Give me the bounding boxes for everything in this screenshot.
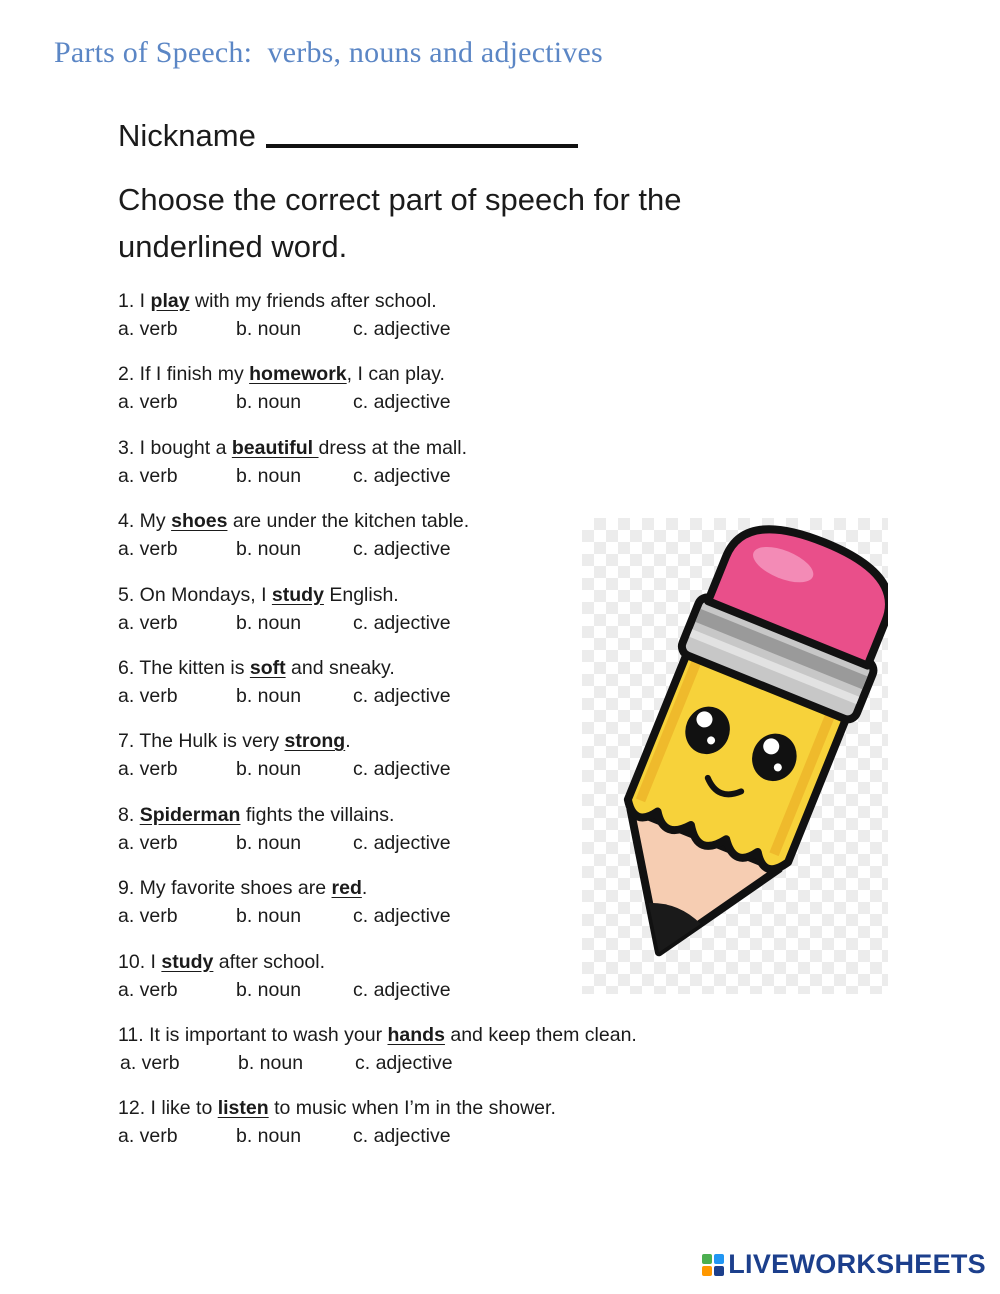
answer-choices xyxy=(118,387,738,417)
answer-choices xyxy=(118,314,738,344)
choice-verb[interactable]: a. verb xyxy=(118,1125,178,1148)
question-prefix: 11. It is important to wash your xyxy=(118,1023,388,1046)
choice-verb[interactable]: a. verb xyxy=(118,611,178,634)
nickname-row xyxy=(118,118,578,154)
underlined-word: homework xyxy=(249,363,347,386)
choice-noun[interactable]: b. noun xyxy=(238,1051,304,1074)
choice-verb[interactable]: a. verb xyxy=(118,758,178,781)
pencil-character-icon xyxy=(582,518,888,994)
question-prefix: 12. I like to xyxy=(118,1097,218,1120)
choice-noun[interactable]: b. noun xyxy=(236,318,302,340)
underlined-word: soft xyxy=(249,656,286,679)
question-prefix: 9. My favorite shoes are xyxy=(118,877,332,900)
underlined-word: listen xyxy=(217,1097,269,1120)
choice-noun[interactable]: b. noun xyxy=(236,391,302,414)
choice-adjective[interactable]: c. adjective xyxy=(353,391,451,414)
question-suffix: fights the villains. xyxy=(240,803,395,826)
choice-adjective[interactable]: c. adjective xyxy=(353,978,451,1001)
underlined-word: play xyxy=(150,290,190,312)
page-title: Parts of Speech: verbs, nouns and adjectives xyxy=(54,36,603,69)
choice-verb[interactable]: a. verb xyxy=(118,391,178,414)
choice-noun[interactable]: b. noun xyxy=(236,831,302,854)
choice-noun[interactable]: b. noun xyxy=(236,464,302,487)
question-item xyxy=(118,361,738,434)
choice-noun[interactable]: b. noun xyxy=(236,978,302,1001)
underlined-word: Spiderman xyxy=(139,803,241,826)
answer-choices xyxy=(118,461,738,491)
choice-noun[interactable]: b. noun xyxy=(236,1125,302,1148)
nickname-input[interactable] xyxy=(266,144,578,148)
question-text xyxy=(118,288,738,314)
question-suffix: with my friends after school. xyxy=(189,290,437,312)
instructions: Choose the correct part of speech for the underlined word. xyxy=(118,182,682,264)
choice-verb[interactable]: a. verb xyxy=(118,905,178,928)
choice-verb[interactable]: a. verb xyxy=(118,538,178,561)
question-prefix: 6. The kitten is xyxy=(118,656,250,679)
logo-mark-icon xyxy=(702,1254,724,1276)
choice-adjective[interactable]: c. adjective xyxy=(353,831,451,854)
choice-adjective[interactable]: c. adjective xyxy=(353,1125,451,1148)
underlined-word: study xyxy=(271,583,324,606)
question-item xyxy=(118,288,738,361)
question-item xyxy=(118,435,738,508)
question-item xyxy=(118,1022,738,1095)
logo-text: LIVEWORKSHEETS xyxy=(728,1249,986,1279)
choice-noun[interactable]: b. noun xyxy=(236,611,302,634)
underlined-word: strong xyxy=(284,730,346,753)
choice-noun[interactable]: b. noun xyxy=(236,684,302,707)
question-prefix: 4. My xyxy=(118,510,172,533)
choice-adjective[interactable]: c. adjective xyxy=(353,684,451,707)
underlined-word: hands xyxy=(387,1023,445,1046)
question-prefix: 7. The Hulk is very xyxy=(118,730,285,753)
choice-adjective[interactable]: c. adjective xyxy=(353,905,451,928)
question-suffix: after school. xyxy=(213,950,326,973)
liveworksheets-logo xyxy=(702,1249,986,1280)
choice-noun[interactable]: b. noun xyxy=(236,538,302,561)
choice-verb[interactable]: a. verb xyxy=(118,318,178,340)
choice-verb[interactable]: a. verb xyxy=(118,831,178,854)
choice-verb[interactable]: a. verb xyxy=(118,464,178,487)
question-suffix: are under the kitchen table. xyxy=(227,510,470,533)
answer-choices xyxy=(118,1048,738,1078)
choice-adjective[interactable]: c. adjective xyxy=(355,1051,453,1074)
question-text xyxy=(118,1022,738,1048)
underlined-word: red xyxy=(331,877,362,900)
question-prefix: 2. If I finish my xyxy=(118,363,250,386)
question-suffix: to music when I’m in the shower. xyxy=(268,1097,556,1120)
question-suffix: English. xyxy=(323,583,399,606)
question-prefix: 5. On Mondays, I xyxy=(118,583,272,606)
choice-adjective[interactable]: c. adjective xyxy=(353,464,451,487)
choice-adjective[interactable]: c. adjective xyxy=(353,538,451,561)
choice-verb[interactable]: a. verb xyxy=(120,1051,180,1074)
question-text xyxy=(118,435,738,461)
choice-verb[interactable]: a. verb xyxy=(118,684,178,707)
question-prefix: 10. I xyxy=(118,950,162,973)
underlined-word: study xyxy=(161,950,214,973)
choice-noun[interactable]: b. noun xyxy=(236,905,302,928)
pencil-illustration xyxy=(582,518,888,994)
question-suffix: and keep them clean. xyxy=(444,1023,637,1046)
question-item xyxy=(118,1095,738,1168)
question-prefix: 1. I xyxy=(118,290,151,312)
question-suffix: . xyxy=(345,730,351,753)
question-suffix: dress at the mall. xyxy=(318,436,467,459)
question-suffix: and sneaky. xyxy=(285,656,395,679)
choice-adjective[interactable]: c. adjective xyxy=(353,318,451,340)
choice-verb[interactable]: a. verb xyxy=(118,978,178,1001)
question-suffix: . xyxy=(361,877,368,900)
choice-noun[interactable]: b. noun xyxy=(236,758,302,781)
underlined-word: shoes xyxy=(171,510,228,533)
answer-choices xyxy=(118,1121,738,1151)
underlined-word: beautiful xyxy=(231,436,319,459)
nickname-label: Nickname xyxy=(118,118,256,153)
question-prefix: 8. xyxy=(118,803,140,826)
question-text xyxy=(118,361,738,387)
choice-adjective[interactable]: c. adjective xyxy=(353,611,451,634)
question-suffix: , I can play. xyxy=(346,363,445,386)
question-prefix: 3. I bought a xyxy=(118,436,232,459)
question-text xyxy=(118,1095,738,1121)
choice-adjective[interactable]: c. adjective xyxy=(353,758,451,781)
